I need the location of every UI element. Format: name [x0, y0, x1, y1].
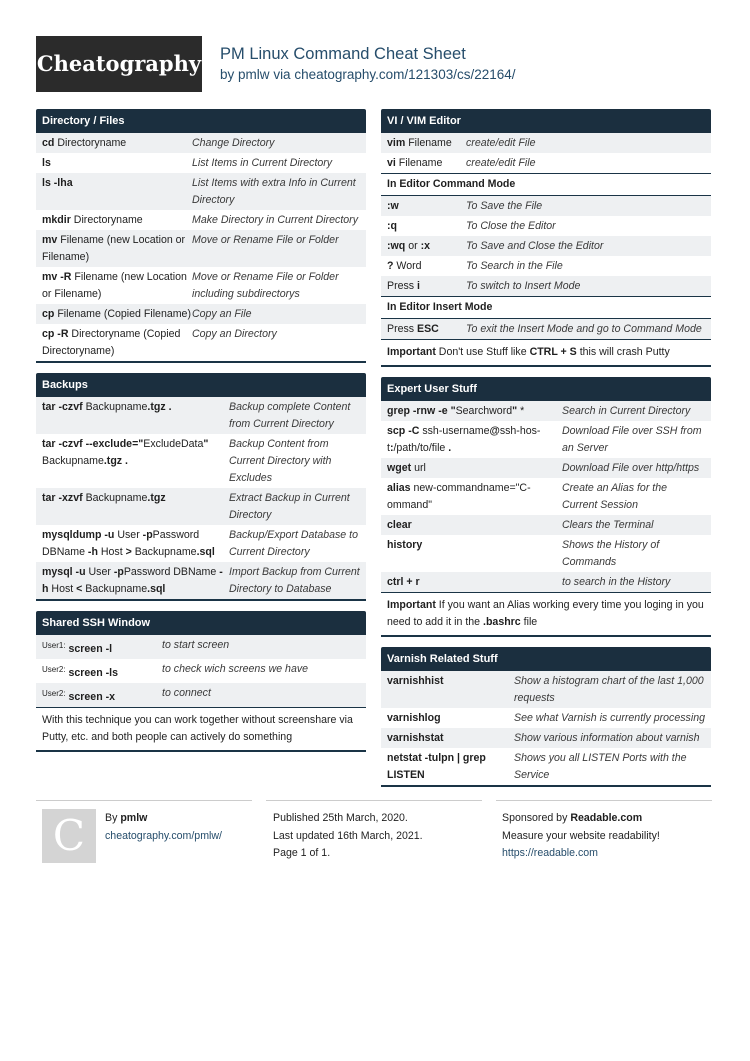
section-title: VI / VIM Editor: [381, 109, 711, 133]
footer-publish-info: [273, 810, 423, 863]
cheatography-logo[interactable]: Cheatography: [36, 36, 202, 92]
table-row: mkdir Directoryname Make Directory in Current Directory: [42, 214, 359, 226]
updated-date: Last updated 16th March, 2021.: [273, 829, 423, 842]
vim-section: [381, 109, 711, 367]
table-row: clear Clears the Terminal: [381, 515, 711, 535]
left-column: [36, 109, 366, 762]
table-row: varnishhist Show a histogram chart of the last 1,000 requests: [381, 671, 711, 708]
page-header: [36, 36, 716, 94]
table-row: cp -R Directoryname (Copied Directoryname) Copy an Directory: [42, 328, 277, 357]
section-title: Expert User Stuff: [381, 377, 711, 401]
page-title: PM Linux Command Cheat Sheet: [220, 45, 466, 63]
vim-command-mode-heading: In Editor Command Mode: [381, 173, 711, 196]
section-title: Varnish Related Stuff: [381, 647, 711, 671]
ssh-note: With this technique you can work together without screenshare via Putty, etc. and both people can actively do something: [36, 707, 366, 750]
page-number: Page 1 of 1.: [273, 847, 331, 859]
table-row: cd Directoryname Change Directory: [36, 133, 366, 153]
table-row: netstat -tulpn | grep LISTEN Shows you all LISTEN Ports with the Service: [387, 752, 687, 781]
avatar[interactable]: C: [42, 809, 96, 863]
directory-rows: [36, 133, 366, 361]
table-row: Press i To switch to Insert Mode: [381, 276, 711, 296]
footer-author: By pmlw cheatography.com/pmlw/: [105, 810, 222, 845]
table-row: $^{User1:}$ screen -l to start screen: [36, 635, 366, 659]
table-row: grep -rnw -e "Searchword" * Search in Current Directory: [381, 401, 711, 421]
table-row: :wq or :x To Save and Close the Editor: [381, 236, 711, 256]
sponsor-tagline: Measure your website readability!: [502, 829, 660, 842]
table-row: ctrl + r to search in the History: [381, 572, 711, 592]
section-title: Shared SSH Window: [36, 611, 366, 635]
footer-author-name[interactable]: pmlw: [120, 812, 148, 824]
vim-insert-mode-heading: In Editor Insert Mode: [381, 296, 711, 319]
table-row: :w To Save the File: [381, 196, 711, 216]
backups-section: [36, 373, 366, 601]
table-row: tar -czvf Backupname.tgz . Backup complete Content from Current Directory: [36, 397, 366, 434]
table-row: wget url Download File over http/https: [381, 458, 711, 478]
table-row: $^{User2:}$ screen -x to connect: [36, 683, 366, 707]
vim-note: Important Don't use Stuff like CTRL + S this will crash Putty: [381, 339, 711, 365]
sheet-url-link[interactable]: cheatography.com/121303/cs/22164/: [294, 67, 516, 82]
table-row: alias new-commandname="Command" Create an Alias for the Current Session: [387, 482, 668, 511]
table-row: varnishstat Show various information about varnish: [381, 728, 711, 748]
section-title: Backups: [36, 373, 366, 397]
table-row: mv Filename (new Location or Filename) Move or Rename File or Folder: [36, 230, 366, 267]
footer-divider: [36, 800, 252, 801]
table-row: ls List Items in Current Directory: [42, 157, 333, 169]
table-row: cp Filename (Copied Filename) Copy an File: [36, 304, 366, 324]
author-link[interactable]: pmlw: [238, 67, 270, 82]
varnish-section: [381, 647, 711, 787]
page-byline: by pmlw via cheatography.com/121303/cs/22164/: [220, 67, 516, 82]
footer-divider: [496, 800, 712, 801]
published-date: Published 25th March, 2020.: [273, 812, 408, 824]
table-row: :q To Close the Editor: [387, 220, 556, 232]
table-row: history Shows the History of Commands: [387, 539, 660, 568]
table-row: scp -C ssh-username@ssh-host:/path/to/file . Download File over SSH from an Server: [387, 425, 702, 454]
footer-sponsor: Sponsored by Readable.com Measure your website readability! https://readable.com: [502, 810, 660, 863]
table-row: ls -lha List Items with extra Info in Current Directory: [36, 173, 366, 210]
section-title: Directory / Files: [36, 109, 366, 133]
sponsor-url[interactable]: https://readable.com: [502, 847, 598, 859]
table-row: tar -xzvf Backupname.tgz Extract Backup in Current Directory: [36, 488, 366, 525]
sponsor-link[interactable]: Readable.com: [570, 812, 643, 824]
expert-note: Important If you want an Alias working every time you loging in you need to add it in the .bashrc file: [381, 592, 711, 635]
table-row: $^{User2:}$ screen -ls to check wich screens we have: [42, 663, 309, 679]
footer-author-url[interactable]: cheatography.com/pmlw/: [105, 829, 222, 842]
table-row: varnishlog See what Varnish is currently processing: [387, 712, 705, 724]
table-row: vim Filename create/edit File: [381, 133, 711, 153]
table-row: mv -R Filename (new Location or Filename) Move or Rename File or Folder including subdirectorys: [42, 271, 339, 300]
footer-divider: [266, 800, 482, 801]
table-row: tar -czvf --exclude="ExcludeData" Backupname.tgz . Backup Content from Current Directory with Excludes: [42, 438, 332, 484]
right-column: [381, 109, 711, 797]
table-row: mysqldump -u User -pPassword DBName -h Host > Backupname.sql Backup/Export Database to Current Directory: [42, 529, 358, 558]
expert-section: [381, 377, 711, 637]
table-row: mysql -u User -pPassword DBName -h Host < Backupname.sql Import Backup from Current Directory to Database: [36, 562, 366, 599]
table-row: Press ESC To exit the Insert Mode and go to Command Mode: [381, 319, 711, 339]
directory-files-section: [36, 109, 366, 363]
shared-ssh-section: [36, 611, 366, 752]
table-row: ? Word To Search in the File: [387, 260, 563, 272]
table-row: vi Filename create/edit File: [387, 157, 536, 169]
